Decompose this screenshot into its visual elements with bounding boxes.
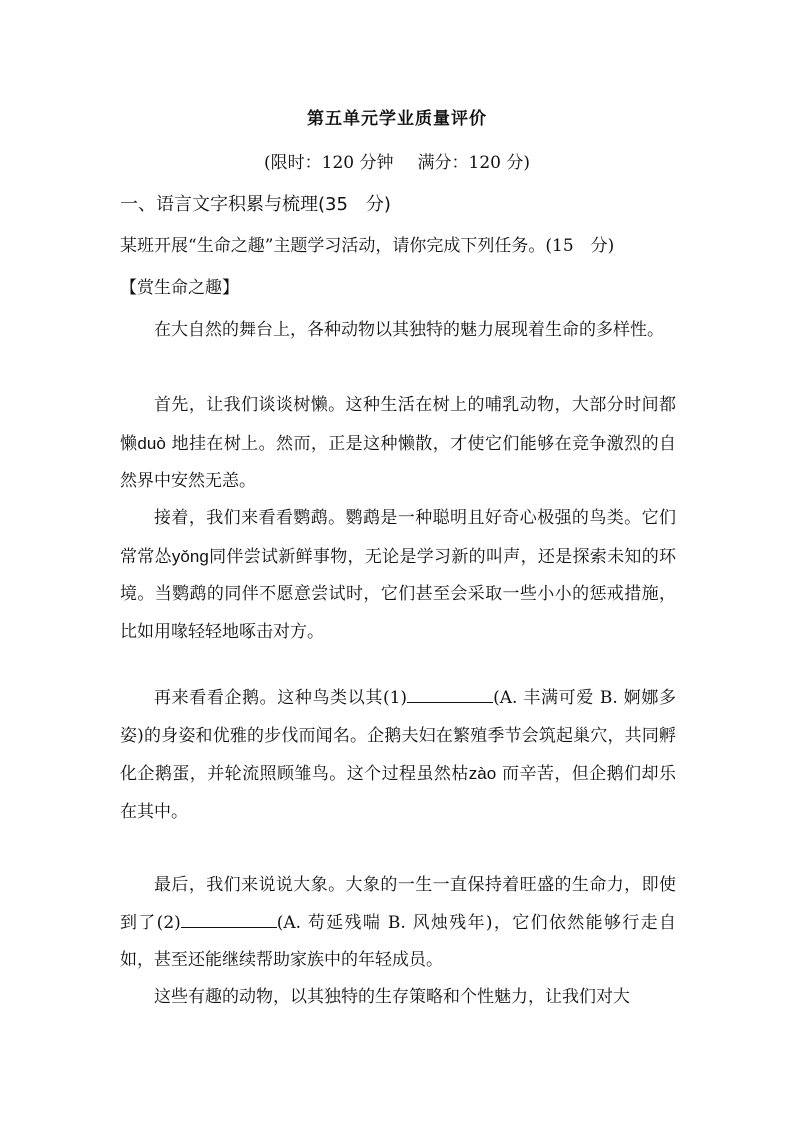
options-1: (A. 丰满可爱 B. 婀娜多姿) xyxy=(120,688,676,746)
subsection-label: 【赏生命之趣】 xyxy=(120,278,239,298)
paragraph-6 xyxy=(120,979,676,1017)
pinyin-annotation: yǒng xyxy=(171,546,209,566)
time-limit: (限时：120 分钟 xyxy=(264,153,394,173)
pinyin-annotation: zào xyxy=(468,764,497,784)
exam-info xyxy=(0,148,794,173)
options-2: (A. 苟延残喘 B. 风烛残年) xyxy=(276,912,493,933)
section-heading: 一、语言文字积累与梳理(35 分) xyxy=(120,194,391,215)
paragraph-text: 最后，我们来说说大象。大象的一生一直保持着旺盛的生命力，即使到了(2) xyxy=(120,875,676,933)
paragraph-text: 地挂在树上。然而，正是这种懒散，才使它们能够在竞争激烈的自然界中安然无恙。 xyxy=(120,433,677,492)
paragraph-4 xyxy=(120,680,676,831)
paragraph-text: 首先，让我们谈谈树懒。这种生活在树上的哺乳动物，大部分时间都懒 xyxy=(120,395,676,454)
paragraph-2 xyxy=(120,387,676,501)
answer-blank-1[interactable] xyxy=(407,685,493,703)
task-intro: 某班开展“生命之趣”主题学习活动，请你完成下列任务。(15 分) xyxy=(120,236,615,256)
full-score: 满分：120 分) xyxy=(417,153,530,173)
paragraph-text: 的身姿和优雅的步伐而闻名。企鹅夫妇在繁殖季节会筑起巢穴，共同孵化企鹅蛋，并轮流照顾雏鸟。这个过程虽然枯 xyxy=(120,725,677,785)
paragraph-text: ，它们依然能够行走自如，甚至还能继续帮助家族中的年轻成员。 xyxy=(120,912,676,971)
paragraph-text: 接着，我们来看看鹦鹉。鹦鹉是一种聪明且好奇心极强的鸟类。它们常常怂 xyxy=(120,508,676,567)
pinyin-annotation: duò xyxy=(137,433,166,453)
paragraph-text: 再来看看企鹅。这种鸟类以其(1) xyxy=(154,688,408,708)
paragraph-text: 这些有趣的动物，以其独特的生存策略和个性魅力，让我们对大 xyxy=(154,987,630,1007)
paragraph-text: 同伴尝试新鲜事物，无论是学习新的叫声，还是探索未知的环境。当鹦鹉的同伴不愿意尝试时，它们甚至会采取一些小小的惩戒措施，比如用喙轻轻地啄击对方。 xyxy=(120,546,677,642)
page-title: 第五单元学业质量评价 xyxy=(307,109,487,129)
paragraph-5 xyxy=(120,867,676,980)
paragraph-1 xyxy=(120,312,676,350)
paragraph-text: 在大自然的舞台上，各种动物以其独特的魅力展现着生命的多样性。 xyxy=(154,320,664,340)
answer-blank-2[interactable] xyxy=(181,910,277,928)
paragraph-3 xyxy=(120,500,676,651)
paragraph-text: 而辛苦，但企鹅们却乐在其中。 xyxy=(120,764,676,822)
